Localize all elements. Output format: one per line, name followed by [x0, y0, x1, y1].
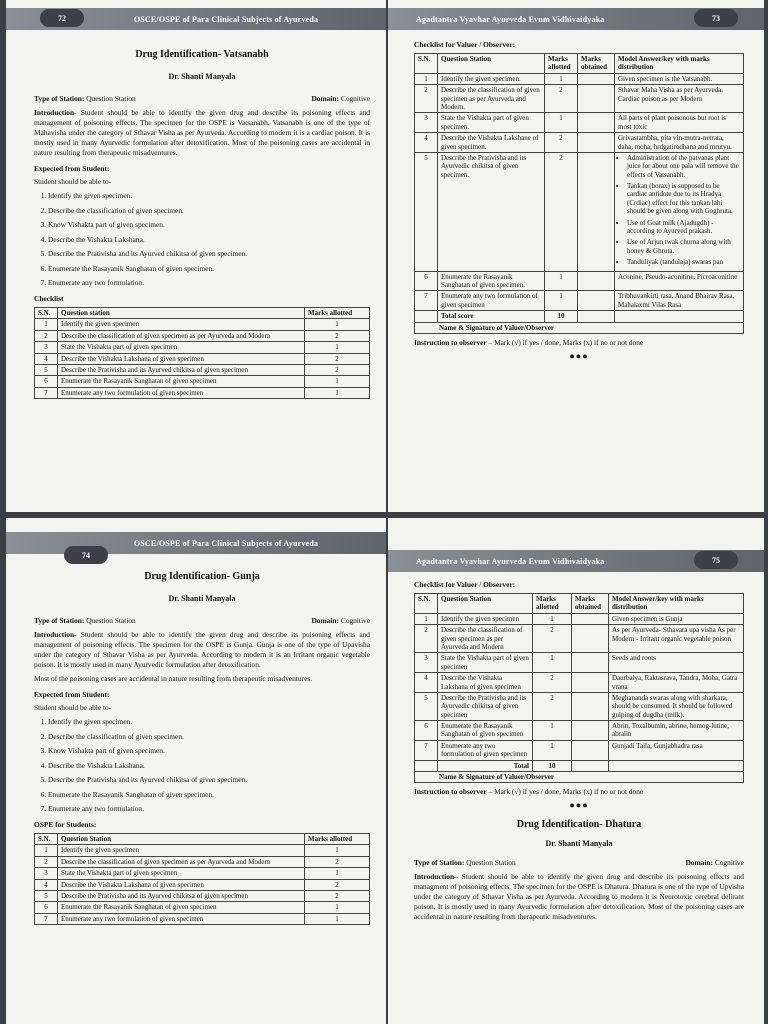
cell-question: Describe the Prativisha and its Ayurved chikitsa of given specimen: [58, 365, 305, 376]
cell-obtained: [572, 613, 609, 624]
type-value: Question Station: [466, 857, 516, 867]
instruction-text: – Mark (√) if yes / done, Marks (x) if no or not done: [486, 787, 644, 797]
checklist-table: [34, 307, 370, 399]
table-header-row: [35, 308, 370, 319]
total-value: 10: [545, 311, 578, 322]
intro-text: Student should be able to identify the given drug and describe its poisoning effects and management of poisoning effects. The specimen for the OSPE is Gunja. Gunja is one of the type of Upavisha under the category of Sthavar Visha as per Ayurveda. According to modern it is an Irritant organic vegetable poison. It is mostly used in many Ayurvedic formulation after detoxification.: [34, 630, 370, 670]
cell-sn: 1: [415, 613, 438, 624]
cell-marks: 1: [533, 653, 572, 673]
col-sn: S.N.: [35, 834, 58, 845]
expected-heading: Expected from Student:: [34, 164, 110, 174]
next-title: Drug Identification- Dhatura: [516, 818, 642, 830]
cell-answer: Sthavar Maha Visha as per Ayurveda. Cardiac poison as per Modern: [615, 85, 744, 113]
cell-marks: 2: [545, 85, 578, 113]
cell-sn: 5: [415, 152, 438, 271]
section-divider: ●●●: [569, 800, 589, 811]
cell-question: Identify the given specimen.: [438, 73, 545, 84]
author: Dr. Shanti Manyala: [168, 71, 236, 81]
cell-obtained: [572, 653, 609, 673]
page-74: [6, 518, 386, 1024]
table-row: [415, 73, 744, 84]
page-number: 72: [40, 9, 84, 27]
cell-obtained: [578, 152, 615, 271]
cell-sn: 7: [35, 913, 58, 924]
intro-label: Introduction-: [34, 108, 77, 118]
cell-question: Describe the Vishakta Lakshana of given specimen: [438, 673, 533, 693]
cell-question: State the Vishakta part of given specimen: [58, 342, 305, 353]
intro-text: Student should be able to identify the given drug and describe its poisoning effects and managment of poisoning effects. The specimen for the OSPE is Dhatura. Dhatura is one of the type of Upvisha under the category of Sthavar Visha as per Ayurveda. According to modern it is Neurotoxic cerebral delirant poison. It is mostly used in many Ayurvedic formulation after detoxification. Most of the poisoning cases are accidental in nature resulting from therapeutic misadventures.: [414, 871, 744, 921]
cell-marks: 2: [305, 353, 370, 364]
col-sn: S.N.: [415, 593, 438, 613]
list-item: 7. Enumerate any two formulation.: [48, 278, 370, 288]
instruction: [414, 338, 744, 348]
checklist-heading: Checklist for Valuer / Observer:: [414, 580, 516, 589]
cell-obtained: [572, 625, 609, 653]
instruction-text: – Mark (√) if yes / done, Marks (x) if no or not done: [486, 337, 644, 347]
header-text: Agadtantra Vyavhar Ayurveda Evum Vidhivaidyaka: [416, 14, 605, 24]
cell-sn: 5: [35, 891, 58, 902]
cell-sn: 4: [35, 353, 58, 364]
domain-value: Cognitive: [340, 616, 370, 626]
cell-marks: 1: [545, 271, 578, 291]
cell-obtained: [578, 85, 615, 113]
header-text: Agadtantra Vyavhar Ayurveda Evum Vidhivaidyaka: [416, 556, 605, 566]
checklist-heading: Checklist for Valuer / Observer:: [414, 40, 516, 49]
checklist-heading: OSPE for Students:: [34, 820, 97, 830]
cell-marks: 1: [305, 319, 370, 330]
answer-point: • Administration of the patvanas plant juice for about one pala will remove the effects of Vatsanabh.: [627, 154, 740, 179]
cell-marks: 1: [305, 376, 370, 387]
cell-question: Describe the Vishakta Lakshane of given specimen.: [438, 133, 545, 153]
intro-text: Student should be able to identify the given drug and describe its poisoning effects and management of poisoning effects. The specimen for the OSPE is Vatsanabh. Vatsanabh is one of the type of Mahavisha under the category of Sthavar Visha as per Ayurveda. According to modern it is a cardiac poison. It is mostly used in many Ayurvedic formulation after detoxification. Most of the poisoning cases are accidental in nature resulting from therapeutic misadventures.: [34, 108, 370, 158]
col-question: Question Station: [438, 593, 533, 613]
instruction-label: Instruction to observer: [414, 787, 487, 797]
col-marks-allotted: Marks allotted: [533, 593, 572, 613]
cell-marks: 2: [533, 692, 572, 720]
cell-question: Describe the classification of given specimen as per Ayurveda and Modern.: [438, 85, 545, 113]
expected-lead: Student should be able to-: [34, 703, 112, 713]
total-row: [415, 760, 744, 771]
table-row: [35, 913, 370, 924]
cell-obtained: [572, 740, 609, 760]
col-sn: S.N.: [415, 53, 438, 73]
page-title: Drug Identification- Vatsanabh: [135, 49, 269, 60]
cell-sn: 6: [415, 721, 438, 741]
cell-answer: Meghananda swaras along with sharkara, should be consumed. It should be followed gulping of dugdha (milk).: [609, 692, 744, 720]
total-label: Total score: [438, 311, 545, 322]
cell-obtained: [578, 271, 615, 291]
cell-question: Describe the Prativisha and its Ayurvedic chikitsa of given specimen.: [438, 152, 545, 271]
section-divider: ●●●: [569, 350, 589, 361]
cell-question: Enumerate the Rasayanik Sanghatan of given specimen: [58, 902, 305, 913]
list-item: 1. Identify the given specimen.: [48, 191, 370, 201]
page-number: 74: [64, 546, 108, 564]
list-item: 2. Describe the classification of given specimen.: [48, 206, 370, 216]
cell-obtained: [572, 721, 609, 741]
col-sn: S.N.: [35, 308, 58, 319]
table-row: [35, 330, 370, 341]
introduction: [34, 630, 370, 670]
cell-sn: 1: [415, 73, 438, 84]
cell-answer: Grivastambha, pita vin-mutra-netrata, daha, moha, hrdgatirodhana and mrutyu.: [615, 133, 744, 153]
cell-question: Identify the given specimen: [438, 613, 533, 624]
checklist-table: [414, 593, 744, 783]
table-row: [35, 879, 370, 890]
cell-question: Describe the Prativisha and its Ayurved chikitsa of given specimen: [58, 891, 305, 902]
table-row: [35, 868, 370, 879]
cell-sn: 3: [415, 653, 438, 673]
page-number: 75: [694, 551, 738, 569]
running-header: [6, 532, 386, 554]
cell-question: Enumerate any two formulation of given specimen: [438, 740, 533, 760]
cell-marks: 1: [545, 291, 578, 311]
signature-label: Name & Signature of Valuer/Observer: [415, 322, 744, 333]
expected-list: [34, 717, 370, 814]
station-meta: [414, 858, 744, 868]
list-item: 4. Describe the Vishakta Lakshana.: [48, 235, 370, 245]
cell-sn: 2: [35, 856, 58, 867]
cell-sn: 6: [35, 902, 58, 913]
page-75: [388, 518, 764, 1024]
header-text: OSCE/OSPE of Para Clinical Subjects of Ayurveda: [133, 14, 319, 24]
cell-sn: 2: [415, 625, 438, 653]
total-row: [415, 311, 744, 322]
cell-question: State the Vishakta part of given specimen: [58, 868, 305, 879]
cell-answer: All parts of plant poisonous but root is most toxic: [615, 113, 744, 133]
col-model-answer: Model Answer/key with marks distribution: [615, 53, 744, 73]
cell-answer: Aconine, Pseudo-aconitine, Picroaconitine: [615, 271, 744, 291]
col-question: Question station: [58, 308, 305, 319]
cell-question: Describe the classification of given specimen as per Ayurveda and Modern: [58, 856, 305, 867]
type-label: Type of Station:: [414, 857, 465, 867]
cell-answer: As per Ayurveda- Sthavara upa visha As per Modern - Irritant organic vegetable poison: [609, 625, 744, 653]
answer-point: • Use of Arjun twak churna along with honey & Ghruta.: [627, 238, 740, 255]
expected-heading: Expected from Student:: [34, 690, 110, 700]
type-label: Type of Station:: [34, 94, 85, 104]
list-item: 7. Enumerate any two formulation.: [48, 804, 370, 814]
type-value: Question Station: [86, 616, 136, 626]
col-marks: Marks allotted: [305, 834, 370, 845]
cell-question: Identify the given specimen: [58, 845, 305, 856]
answer-point: • Tankan (borax) is supposed to be cardiac antidote due to its Hradya (Crdiac) effect for this tankan lahi should be given along with Goghruta.: [627, 182, 740, 216]
table-row: [35, 845, 370, 856]
cell-question: Enumerate the Rasayanik Sanghatan of given specimen.: [438, 271, 545, 291]
cell-question: Describe the classification of given specimen as per Ayurveda and Modern: [438, 625, 533, 653]
col-marks-allotted: Marks allotted: [545, 53, 578, 73]
col-question: Question Station: [58, 834, 305, 845]
total-label: Total: [438, 760, 533, 771]
cell-sn: 2: [35, 330, 58, 341]
table-row: [415, 613, 744, 624]
cell-sn: 3: [415, 113, 438, 133]
table-row: [35, 376, 370, 387]
signature-row: [415, 772, 744, 783]
table-row: [415, 113, 744, 133]
table-row: [35, 342, 370, 353]
col-model-answer: Model Answer/key with marks distribution: [609, 593, 744, 613]
table-row: [35, 365, 370, 376]
table-header-row: [35, 834, 370, 845]
page-72: [6, 0, 386, 512]
cell-marks: 1: [545, 73, 578, 84]
cell-sn: 3: [35, 868, 58, 879]
cell-answer: Tribhuvankirti rasa, Anand Bhairav Rasa, Mahalaxmi Vilas Rasa: [615, 291, 744, 311]
domain-label: Domain:: [311, 616, 339, 626]
table-header-row: [415, 53, 744, 73]
checklist-heading: Checklist: [34, 294, 64, 304]
cell-sn: 5: [415, 692, 438, 720]
type-label: Type of Station:: [34, 616, 85, 626]
station-meta: [34, 616, 370, 626]
cell-answer: Daurbalya, Raktasrava, Tandra, Moha, Gatra vrana: [609, 673, 744, 693]
cell-marks: 1: [305, 342, 370, 353]
instruction-label: Instruction to observer: [414, 337, 487, 347]
cell-marks: 1: [533, 740, 572, 760]
checklist-table: [34, 833, 370, 925]
cell-obtained: [578, 73, 615, 84]
list-item: 4. Describe the Vishakta Lakshana.: [48, 761, 370, 771]
page-number: 73: [694, 9, 738, 27]
expected-lead: Student should be able to-: [34, 177, 112, 187]
cell-sn: 3: [35, 342, 58, 353]
cell-marks: 1: [533, 613, 572, 624]
cell-question: Describe the Vishakta Lakshana of given specimen: [58, 353, 305, 364]
page-title: Drug Identification- Gunja: [144, 571, 260, 582]
cell-sn: 2: [415, 85, 438, 113]
cell-question: Enumerate any two formulation of given specimen: [58, 913, 305, 924]
signature-row: [415, 322, 744, 333]
cell-marks: 2: [305, 856, 370, 867]
cell-question: Describe the Prativisha and its Ayurvedic chikitsa of given specimen: [438, 692, 533, 720]
cell-marks: 2: [305, 330, 370, 341]
answer-point: • Tanduliyak (tandulaja) swaras pan: [627, 258, 740, 266]
list-item: 5. Describe the Prativisha and its Ayurved chikitsa of given specimen.: [48, 775, 370, 785]
cell-sn: 7: [415, 291, 438, 311]
table-row: [415, 721, 744, 741]
list-item: 6. Enumerate the Rasayanik Sanghatan of given specimen.: [48, 790, 370, 800]
cell-sn: 4: [415, 133, 438, 153]
table-row: [415, 625, 744, 653]
col-marks: Marks allotted: [305, 308, 370, 319]
cell-marks: 2: [545, 152, 578, 271]
cell-marks: 1: [305, 387, 370, 398]
header-text: OSCE/OSPE of Para Clinical Subjects of Ayurveda: [133, 538, 319, 548]
cell-question: Enumerate any two formulation of given specimen: [58, 387, 305, 398]
cell-marks: 2: [545, 133, 578, 153]
cell-sn: 4: [415, 673, 438, 693]
cell-sn: 6: [415, 271, 438, 291]
domain-value: Cognitive: [340, 94, 370, 104]
cell-sn: 5: [35, 365, 58, 376]
table-row: [415, 291, 744, 311]
cell-answer: Abrin, Toxalbumin, abrine, hemog-lutine, abralin: [609, 721, 744, 741]
cell-question: Identify the given specimen: [58, 319, 305, 330]
cell-obtained: [572, 692, 609, 720]
cell-sn: 7: [415, 740, 438, 760]
instruction: [414, 787, 744, 797]
cell-sn: 7: [35, 387, 58, 398]
cell-answer: [615, 152, 744, 271]
table-header-row: [415, 593, 744, 613]
table-row: [415, 133, 744, 153]
list-item: 1. Identify the given specimen.: [48, 717, 370, 727]
cell-marks: 2: [533, 625, 572, 653]
cell-question: Enumerate the Rasayanik Sanghatan of given specimen: [438, 721, 533, 741]
cell-obtained: [572, 673, 609, 693]
cell-answer: Gunjadi Taila, Gunjabhadra rasa: [609, 740, 744, 760]
table-row: [415, 692, 744, 720]
table-row: [415, 271, 744, 291]
cell-answer: Given specimen is the Vatsanabh.: [615, 73, 744, 84]
cell-obtained: [578, 291, 615, 311]
table-row: [415, 152, 744, 271]
station-meta: [34, 94, 370, 104]
cell-obtained: [578, 113, 615, 133]
cell-marks: 1: [533, 721, 572, 741]
cell-sn: 1: [35, 319, 58, 330]
list-item: 3. Know Vishakta part of given specimen.: [48, 220, 370, 230]
table-row: [415, 653, 744, 673]
intro-label: Introduction-: [34, 630, 77, 640]
page-73: [388, 0, 764, 512]
cell-sn: 1: [35, 845, 58, 856]
answer-point: • Use of Goat milk (Ajadugdh) - according to Ayurved prakash.: [627, 219, 740, 236]
cell-marks: 1: [545, 113, 578, 133]
domain-value: Cognitive: [714, 857, 744, 867]
signature-label: Name & Signature of Valuer/Observer: [415, 772, 744, 783]
table-row: [35, 856, 370, 867]
cell-marks: 1: [305, 868, 370, 879]
list-item: 3. Know Vishakta part of given specimen.: [48, 746, 370, 756]
col-marks-obtained: Marks obtained: [578, 53, 615, 73]
introduction-cont: Most of the poisoning cases are accidental in nature resulting from therapeutic misadventures.: [34, 674, 313, 684]
domain-label: Domain:: [311, 94, 339, 104]
cell-marks: 2: [305, 891, 370, 902]
cell-question: Enumerate the Rasayanik Sanghatan of given specimen: [58, 376, 305, 387]
list-item: 5. Describe the Prativisha and its Ayurved chikitsa of given specimen.: [48, 249, 370, 259]
introduction: [34, 108, 370, 158]
table-row: [35, 902, 370, 913]
next-author: Dr. Shanti Manyala: [545, 839, 613, 849]
cell-question: Enumerate any two formulation of given specimen: [438, 291, 545, 311]
cell-answer: Given specimen is Gunja: [609, 613, 744, 624]
introduction: [414, 872, 744, 922]
author: Dr. Shanti Manyala: [168, 593, 236, 603]
table-row: [35, 353, 370, 364]
intro-label: Introduction–: [414, 871, 458, 881]
cell-question: Describe the Vishakta Lakshana of given specimen: [58, 879, 305, 890]
cell-answer: Seeds and roots: [609, 653, 744, 673]
table-row: [35, 319, 370, 330]
cell-question: State the Vishakta part of given specimen: [438, 653, 533, 673]
cell-sn: 6: [35, 376, 58, 387]
cell-obtained: [578, 133, 615, 153]
cell-marks: 2: [305, 365, 370, 376]
cell-sn: 4: [35, 879, 58, 890]
list-item: 6. Enumerate the Rasayanik Sanghatan of given specimen.: [48, 264, 370, 274]
table-row: [415, 740, 744, 760]
cell-question: Describe the classification of given specimen as per Ayurveda and Modern: [58, 330, 305, 341]
table-row: [415, 673, 744, 693]
table-row: [415, 85, 744, 113]
type-value: Question Station: [86, 94, 136, 104]
cell-marks: 1: [305, 845, 370, 856]
expected-list: [34, 191, 370, 288]
col-marks-obtained: Marks obtained: [572, 593, 609, 613]
col-question: Question Station: [438, 53, 545, 73]
cell-marks: 1: [305, 902, 370, 913]
cell-marks: 2: [305, 879, 370, 890]
table-row: [35, 891, 370, 902]
list-item: 2. Describe the classification of given specimen.: [48, 732, 370, 742]
table-row: [35, 387, 370, 398]
total-value: 10: [533, 760, 572, 771]
checklist-table: [414, 53, 744, 334]
cell-question: State the Vishakta part of given specimen.: [438, 113, 545, 133]
domain-label: Domain:: [685, 857, 713, 867]
cell-marks: 1: [305, 913, 370, 924]
cell-marks: 2: [533, 673, 572, 693]
